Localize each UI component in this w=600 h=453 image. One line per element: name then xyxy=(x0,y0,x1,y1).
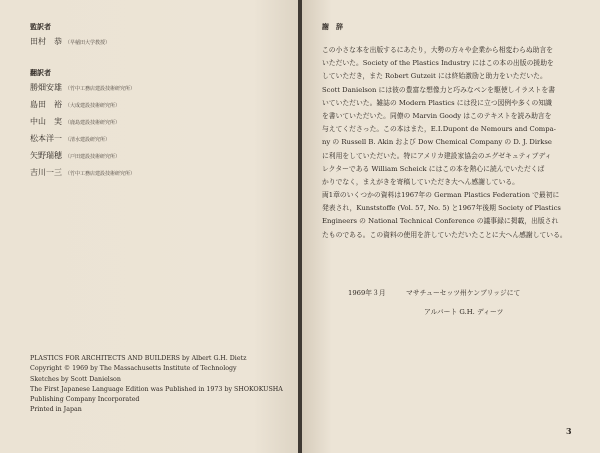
copyright-line: Publishing Company Incorporated xyxy=(30,396,140,404)
supervisor-label: 監訳者 xyxy=(30,22,51,31)
translator-affiliation: （大成建設技術研究所） xyxy=(65,103,121,109)
translator-name: 矢野瑞穂 xyxy=(30,151,62,160)
body-line: 発表され，Kunststoffe (Vol. 57, No. 5) と1967年後期 Society of Plastics xyxy=(322,204,561,213)
place: マサチューセッツ州ケンブリッジにて xyxy=(406,289,521,297)
supervisor-name: 田村 恭 xyxy=(30,37,62,46)
translators-label: 翻訳者 xyxy=(30,68,51,77)
translator-affiliation: （清水建設研究所） xyxy=(65,137,111,143)
author-signature: アルバート G.H. ディーツ xyxy=(424,308,504,316)
translator-affiliation: （鹿島建設技術研究所） xyxy=(65,120,121,126)
translator-entry xyxy=(30,82,135,93)
supervisor-affiliation: （早稲田大学教授） xyxy=(65,40,111,46)
body-line: かりでなく，まえがきを寄稿していただき大へん感謝している。 xyxy=(322,177,519,186)
copyright-line: PLASTICS FOR ARCHITECTS AND BUILDERS by Albert G.H. Dietz xyxy=(30,355,247,362)
date: 1969年３月 xyxy=(348,289,386,297)
copyright-line: Printed in Japan xyxy=(30,406,82,414)
body-line: に利用をしていただいた。特にアメリカ建設家協会のエグゼキュティブディ xyxy=(322,151,552,160)
translator-name: 中山 実 xyxy=(30,117,62,126)
body-line: Scott Danielson には彼の豊富な想像力と巧みなペンを駆使しイラストを書 xyxy=(322,85,556,94)
copyright-line: Copyright © 1969 by The Massachusetts Institute of Technology xyxy=(30,365,237,373)
body-line: いただいた。Society of the Plastics Industry にはこの本の出版の援助を xyxy=(322,59,554,68)
copyright-line: The First Japanese Language Edition was Published in 1973 by SHOKOKUSHA xyxy=(30,385,283,393)
body-line: していただき，また Robert Gutzeit には終始激励と助力をいただいた。 xyxy=(322,72,547,81)
translator-entry xyxy=(30,167,135,178)
translator-affiliation: （戸田建設技術研究所） xyxy=(65,154,121,160)
body-line: Engineers の National Technical Conference の議事録に掲載，出版され xyxy=(322,217,559,226)
body-line: たものである。この資料の使用を許していただいたことに大へん感謝している。 xyxy=(322,230,567,239)
copyright-block xyxy=(30,354,283,416)
translator-affiliation: （竹中工務店建設技術研究所） xyxy=(65,171,136,177)
copyright-line: Sketches by Scott Danielson xyxy=(30,375,121,383)
translator-name: 松本洋一 xyxy=(30,134,62,143)
body-line: 両1章のいくつかの資料は1967年の German Plastics Federation で最初に xyxy=(322,191,560,200)
body-line: を書いていただいた。同僚の Marvin Goody はこのテキストを読み助言を xyxy=(322,111,552,120)
acknowledgements-body xyxy=(322,44,584,242)
translator-name: 島田 裕 xyxy=(30,100,62,109)
body-line: ny の Russell B. Akin および Dow Chemical Company の D. J. Dirkse xyxy=(322,138,552,147)
translator-entry xyxy=(30,99,120,110)
body-line: レクターである William Scheick にはこの本を熱心に読んでいただくば xyxy=(322,164,545,173)
left-page xyxy=(0,0,298,453)
translator-affiliation: （竹中工務店建設技術研究所） xyxy=(65,86,136,92)
translator-name: 勝畑安雄 xyxy=(30,83,62,92)
translator-entry xyxy=(30,133,110,144)
page-number: 3 xyxy=(566,426,572,436)
body-line: この小さな本を出版するにあたり，大勢の方々や企業から相変わらぬ助言を xyxy=(322,46,554,54)
translator-entry xyxy=(30,150,120,161)
translator-entry xyxy=(30,116,120,127)
body-line: 与えてくださった。この本はまた，E.I.Dupont de Nemours and Compa- xyxy=(322,125,556,134)
acknowledgements-heading: 謝 辞 xyxy=(322,22,343,31)
translator-name: 吉川一三 xyxy=(30,168,62,177)
body-line: いていただいた。雑誌の Modern Plastics には役に立つ図例や多くの知識 xyxy=(322,98,552,107)
supervisor-entry xyxy=(30,36,110,47)
